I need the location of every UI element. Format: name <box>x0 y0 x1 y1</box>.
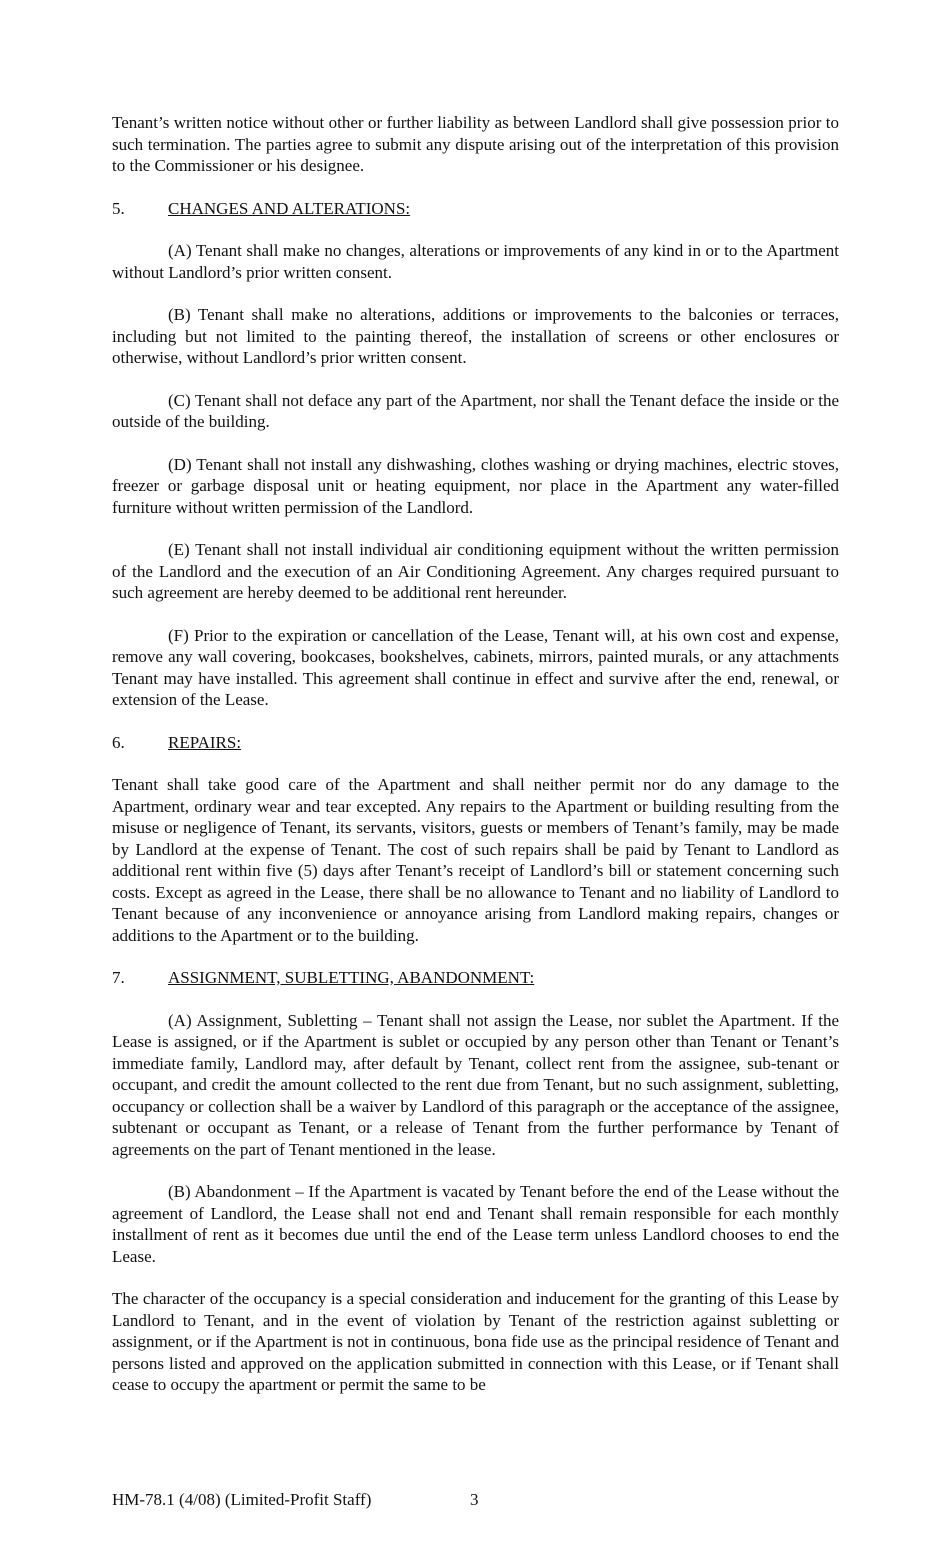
clause-7b: (B) Abandonment – If the Apartment is vacated by Tenant before the end of the Lease without the agreement of Landlord, the Lease shall not end and Tenant shall remain responsible for each monthly installment of rent as it becomes due until the end of the Lease term unless Landlord chooses to end the Lease. <box>112 1182 839 1266</box>
clause-5a: (A) Tenant shall make no changes, alterations or improvements of any kind in or to the Apartment without Landlord’s prior written consent. <box>112 241 839 282</box>
section-5-heading <box>112 198 839 220</box>
section-6-heading <box>112 732 839 754</box>
clause-7a: (A) Assignment, Subletting – Tenant shall not assign the Lease, nor sublet the Apartment. If the Lease is assigned, or if the Apartment is sublet or occupied by any person other than Tenant or Tenant’s immediate family, Landlord may, after default by Tenant, collect rent from the assignee, sub-tenant or occupant, and credit the amount collected to the rent due from Tenant, but no such assignment, subletting, occupancy or collection shall be a waiver by Landlord of this paragraph or the acceptance of the assignee, subtenant or occupant as Tenant, or a release of Tenant from the further performance by Tenant of agreements on the part of Tenant mentioned in the lease. <box>112 1010 839 1159</box>
section-title: REPAIRS: <box>168 732 242 752</box>
document-page <box>112 112 839 1417</box>
clause-5d: (D) Tenant shall not install any dishwashing, clothes washing or drying machines, electric stoves, freezer or garbage disposal unit or heating equipment, nor place in the Apartment any water-filled furniture without written permission of the Landlord. <box>112 454 839 517</box>
clause-6-body: Tenant shall take good care of the Apartment and shall neither permit nor do any damage to the Apartment, ordinary wear and tear excepted. Any repairs to the Apartment or building resulting from the misuse or negligence of Tenant, its servants, visitors, guests or members of Tenant’s family, may be made by Landlord at the expense of Tenant. The cost of such repairs shall be paid by Tenant to Landlord as additional rent within five (5) days after Tenant’s receipt of Landlord’s bill or statement concerning such costs. Except as agreed in the Lease, there shall be no allowance to Tenant and no liability of Landlord to Tenant because of any inconvenience or annoyance arising from Landlord making repairs, changes or additions to the Apartment or to the building. <box>112 775 839 945</box>
clause-5c: (C) Tenant shall not deface any part of the Apartment, nor shall the Tenant deface the inside or the outside of the building. <box>112 390 839 431</box>
clause-5e: (E) Tenant shall not install individual air conditioning equipment without the written permission of the Landlord and the execution of an Air Conditioning Agreement. Any charges required pursuant to such agreement are hereby deemed to be additional rent hereunder. <box>112 540 839 602</box>
section-number: 5. <box>112 198 125 218</box>
page-footer <box>112 1489 479 1510</box>
form-identifier: HM-78.1 (4/08) (Limited-Profit Staff) <box>112 1490 372 1509</box>
section-number: 6. <box>112 732 125 752</box>
clause-5b: (B) Tenant shall make no alterations, additions or improvements to the balconies or terraces, including but not limited to the painting thereof, the installation of screens or other enclosures or otherwise, without Landlord’s prior written consent. <box>112 305 839 367</box>
page-number: 3 <box>470 1490 479 1509</box>
section-number: 7. <box>112 968 125 987</box>
section-7-heading <box>112 967 839 989</box>
clause-5f: (F) Prior to the expiration or cancellation of the Lease, Tenant will, at his own cost and expense, remove any wall covering, bookcases, bookshelves, cabinets, mirrors, painted murals, or any attachments Tenant may have installed. This agreement shall continue in effect and survive after the end, renewal, or extension of the Lease. <box>112 625 839 709</box>
paragraph-continuation: Tenant’s written notice without other or further liability as between Landlord shall give possession prior to such termination. The parties agree to submit any dispute arising out of the interpretation of this provision to the Commissioner or his designee. <box>112 113 839 175</box>
clause-7-occupancy: The character of the occupancy is a special consideration and inducement for the granting of this Lease by Landlord to Tenant, and in the event of violation by Tenant of the restriction against subletting or assignment, or if the Apartment is not in continuous, bona fide use as the principal residence of Tenant and persons listed and approved on the application submitted in connection with this Lease, or if Tenant shall cease to occupy the apartment or permit the same to be <box>112 1289 839 1394</box>
section-title: CHANGES AND ALTERATIONS: <box>168 198 411 218</box>
section-title: ASSIGNMENT, SUBLETTING, ABANDONMENT: <box>168 968 535 987</box>
